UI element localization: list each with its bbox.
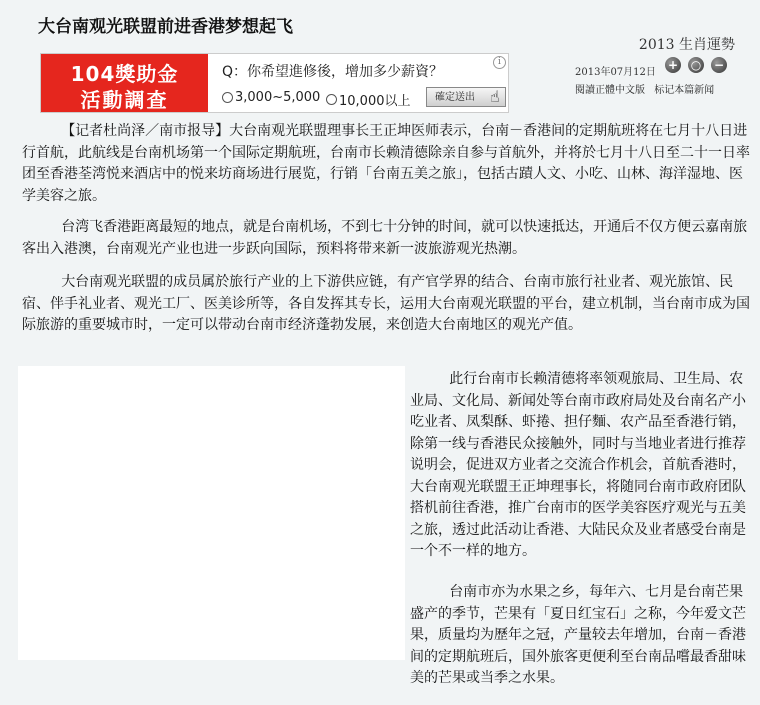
ad-info-icon[interactable]: i — [493, 56, 506, 69]
article-paragraph-2: 台湾飞香港距离最短的地点，就是台南机场，不到七十分钟的时间，就可以快速抵达，开通后不仅方便云嘉南旅客出入港澳，台南观光产业也进一步跃向国际，预料将带来新一波旅游观光热潮。 — [22, 219, 748, 257]
publish-date: 2013年07月12日 — [575, 67, 656, 78]
radio-icon[interactable] — [222, 92, 233, 103]
article-paragraph-3: 大台南观光联盟的成员属於旅行产业的上下游供应链，有产官学界的结合、台南市旅行社业者、观光旅馆、民宿、伴手礼业者、观光工厂、医美诊所等，各自发挥其专长，运用大台南观光联盟的平台，建立机制，当台南市成为国际旅游的重要城市时，一定可以带动台南市经济蓬勃发展，来创造大台南地区的观光产值。 — [22, 274, 750, 333]
zoom-out-icon[interactable]: − — [711, 57, 727, 73]
zoom-reset-icon[interactable]: ○ — [688, 57, 704, 73]
ad-submit-button[interactable]: 確定送出 — [426, 87, 506, 107]
radio-icon[interactable] — [326, 94, 337, 105]
ad-option-1[interactable] — [222, 90, 320, 105]
ad-question: Q：你希望進修後，增加多少薪資？ — [222, 64, 444, 80]
article-image-placeholder — [18, 366, 405, 660]
ad-option-1-label: 3,000~5,000 — [235, 90, 321, 105]
ad-option-2[interactable] — [326, 90, 411, 109]
ad-option-2-label: 10,000以上 — [339, 94, 411, 109]
traditional-chinese-link[interactable]: 閱讀正體中文版 — [575, 85, 645, 96]
ad-brand-line2: 活動調查 — [80, 88, 169, 112]
article-paragraph-5: 台南市亦为水果之乡，每年六、七月是台南芒果盛产的季节，芒果有「夏日红宝石」之称，今年爱文芒果，质量均为歷年之冠，产量较去年增加，台南－香港间的定期航班后，国外旅客更便利至台南品嚐最香甜味美的芒果或当季之水果。 — [410, 584, 746, 686]
article-paragraph-1: 【记者杜尚泽／南市报导】大台南观光联盟理事长王正坤医师表示，台南－香港间的定期航班将在七月十八日进行首航，此航线是台南机场第一个国际定期航班，台南市长赖清德除亲自参与首航外，并将於七月十八日至二十一日率团至香港荃湾悦来酒店中的悦来坊商场进行展览，行销「台南五美之旅」，包括古蹟人文、小吃、山林、海洋湿地、医学美容之旅。 — [22, 123, 750, 204]
horoscope-link[interactable]: 2013 生肖運勢 — [638, 37, 735, 53]
article-paragraph-4: 此行台南市长赖清德将率领观旅局、卫生局、农业局、文化局、新闻处等台南市政府局处及台南名产小吃业者、凤梨酥、虾捲、担仔麵、农产品至香港行销，除第一线与香港民众接触外，同时与当地业者进行推荐说明会，促进双方业者之交流合作机会，首航香港时，大台南观光联盟王正坤理事长，将随同台南市政府团队搭机前往香港，推广台南市的医学美容医疗观光与五美之旅，透过此活动让香港、大陆民众及业者感受台南是一个不一样的地方。 — [410, 371, 746, 559]
ad-brand-line1: 104獎助金 — [70, 62, 179, 86]
zoom-in-icon[interactable]: + — [665, 57, 681, 73]
survey-ad-banner[interactable] — [40, 53, 509, 113]
ad-brand-block[interactable] — [41, 54, 208, 112]
side-links — [575, 81, 714, 96]
article-title: 大台南观光联盟前进香港梦想起飞 — [38, 17, 293, 37]
hand-cursor-icon: ☝ — [490, 87, 500, 106]
bookmark-link[interactable]: 标记本篇新闻 — [654, 85, 715, 96]
article-paragraph-5-top — [410, 582, 746, 686]
